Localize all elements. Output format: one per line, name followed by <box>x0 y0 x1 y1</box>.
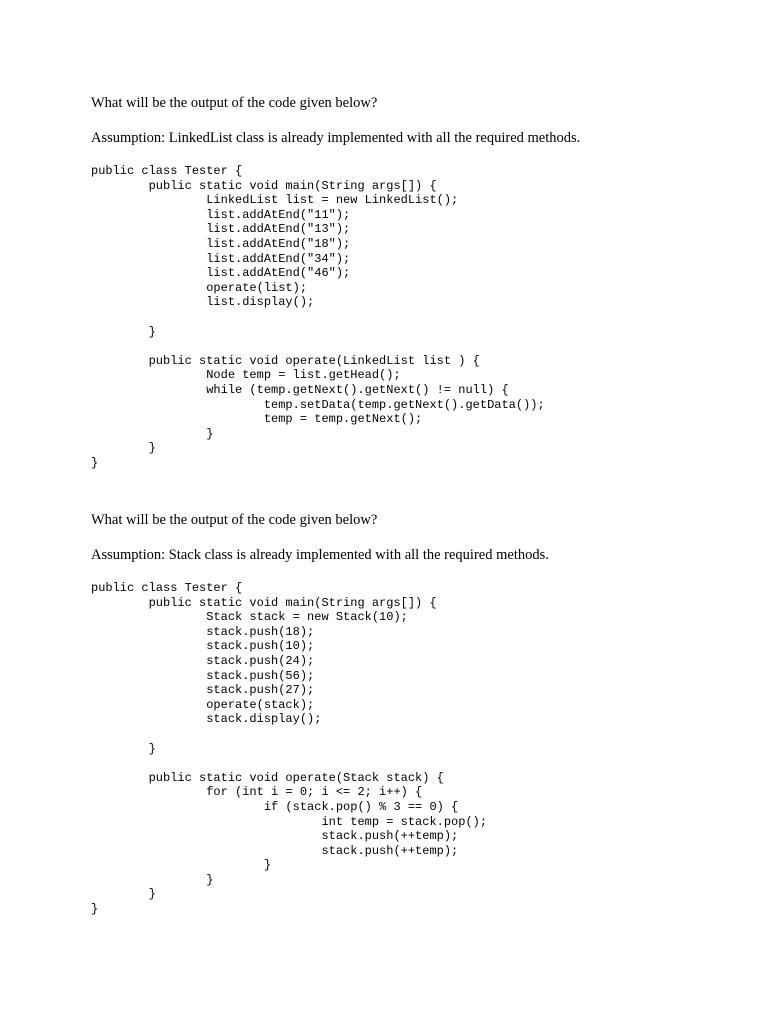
code-line: } <box>91 426 214 441</box>
code-line: } <box>91 324 156 339</box>
code-line: } <box>91 902 99 917</box>
code-line: } <box>91 872 214 887</box>
code-line: public static void operate(LinkedList list ) { <box>91 353 480 368</box>
code-line: Node temp = list.getHead(); <box>91 368 401 383</box>
code-line <box>91 756 751 771</box>
code-line: } <box>91 741 156 756</box>
question-2-code-block <box>91 581 751 917</box>
code-line: if (stack.pop() % 3 == 0) { <box>91 799 459 814</box>
code-line: stack.push(++temp); <box>91 843 459 858</box>
code-line <box>91 310 751 325</box>
code-line: while (temp.getNext().getNext() != null) { <box>91 382 509 397</box>
code-line: stack.display(); <box>91 712 322 727</box>
code-line: list.addAtEnd("13"); <box>91 222 351 237</box>
code-line: stack.push(24); <box>91 653 315 668</box>
code-line: public static void main(String args[]) { <box>91 595 437 610</box>
code-line: } <box>91 887 156 902</box>
code-line: stack.push(++temp); <box>91 829 459 844</box>
code-line: operate(stack); <box>91 697 315 712</box>
code-line: Stack stack = new Stack(10); <box>91 610 408 625</box>
code-line: list.addAtEnd("18"); <box>91 236 351 251</box>
code-line: stack.push(56); <box>91 668 315 683</box>
question-1-code-block <box>91 164 751 470</box>
code-line: for (int i = 0; i <= 2; i++) { <box>91 785 423 800</box>
code-line: list.addAtEnd("46"); <box>91 266 351 281</box>
code-line <box>91 727 751 742</box>
code-line: } <box>91 858 272 873</box>
code-line <box>91 339 751 354</box>
code-line: list.display(); <box>91 295 315 310</box>
code-line: operate(list); <box>91 280 308 295</box>
code-line: int temp = stack.pop(); <box>91 814 488 829</box>
code-line: stack.push(10); <box>91 639 315 654</box>
code-line: stack.push(18); <box>91 624 315 639</box>
code-line: LinkedList list = new LinkedList(); <box>91 193 459 208</box>
code-line: stack.push(27); <box>91 683 315 698</box>
question-2-assumption: Assumption: Stack class is already implemented with all the required methods. <box>91 547 549 563</box>
question-1-assumption: Assumption: LinkedList class is already implemented with all the required methods. <box>91 130 581 146</box>
code-line: public class Tester { <box>91 164 243 178</box>
code-line: public static void main(String args[]) { <box>91 178 437 193</box>
code-line: public class Tester { <box>91 581 243 595</box>
question-2 <box>91 511 751 917</box>
code-line: temp = temp.getNext(); <box>91 412 423 427</box>
code-line: list.addAtEnd("34"); <box>91 251 351 266</box>
question-1-prompt: What will be the output of the code given below? <box>91 95 378 111</box>
code-line: } <box>91 455 99 470</box>
code-line: temp.setData(temp.getNext().getData()); <box>91 397 545 412</box>
code-line: public static void operate(Stack stack) { <box>91 770 444 785</box>
code-line: } <box>91 441 156 456</box>
question-2-prompt: What will be the output of the code given below? <box>91 512 378 528</box>
code-line: list.addAtEnd("11"); <box>91 207 351 222</box>
question-1 <box>91 94 751 470</box>
